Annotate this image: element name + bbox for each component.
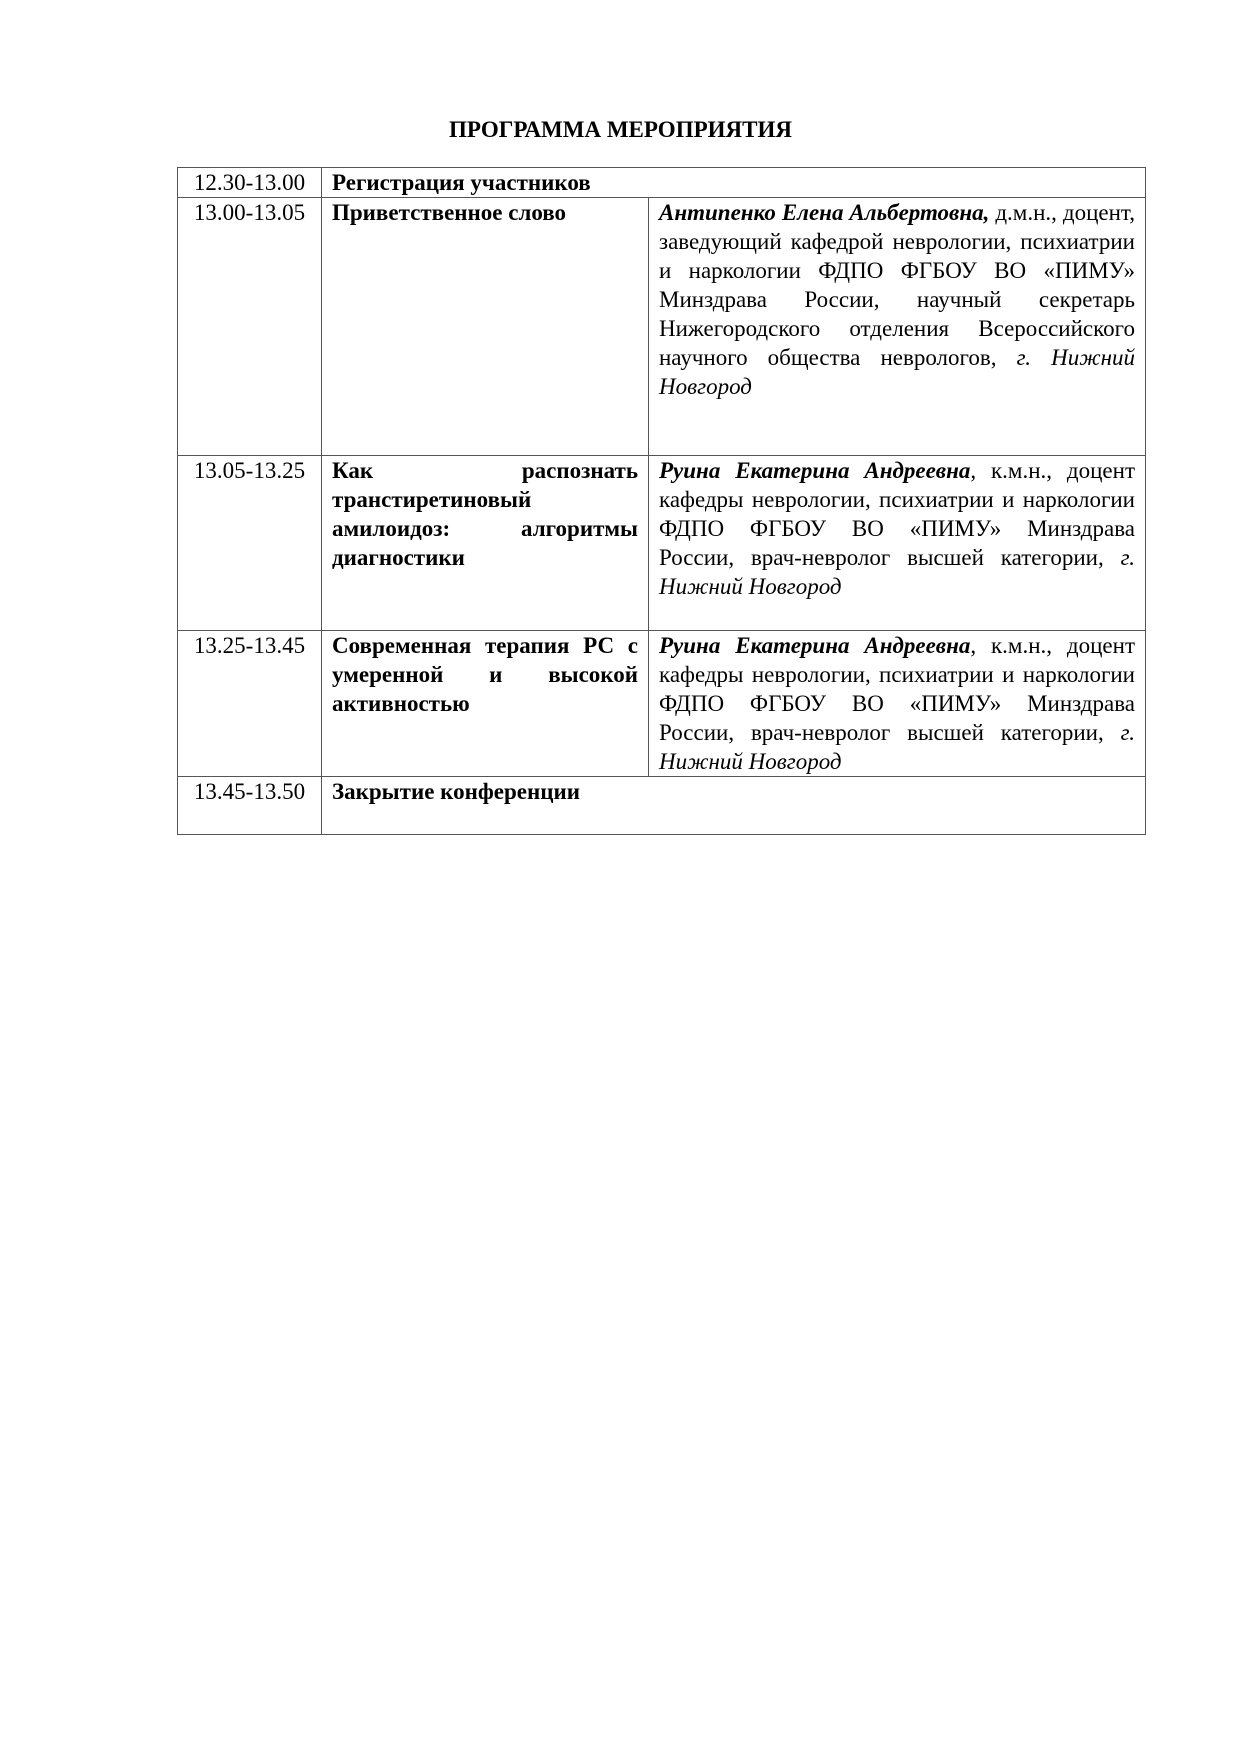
speaker-name: Руина Екатерина Андреевна	[659, 633, 971, 658]
table-row	[178, 631, 1146, 777]
time-cell: 13.45-13.50	[178, 777, 322, 835]
page-title: ПРОГРАММА МЕРОПРИЯТИЯ	[449, 117, 792, 142]
speaker-details: , к.м.н., доцент кафедры неврологии, психиатрии и наркологии ФДПО ФГБОУ ВО «ПИМУ» Минздрава России, врач-невролог высшей категории,	[659, 633, 1135, 745]
table-row	[178, 456, 1146, 631]
table-row	[178, 168, 1146, 198]
time-cell: 13.25-13.45	[178, 631, 322, 777]
speaker-details: д.м.н., доцент, заведующий кафедрой неврологии, психиатрии и наркологии ФДПО ФГБОУ ВО «ПИМУ» Минздрава России, научный секретарь Нижегородского отделения Всероссийского научного общества неврологов,	[659, 200, 1135, 370]
table-row	[178, 198, 1146, 456]
speaker-cell	[649, 631, 1146, 777]
topic-cell: Регистрация участников	[322, 168, 1146, 198]
speaker-cell	[649, 456, 1146, 631]
topic-cell: Как распознать транстиретиновый амилоидоз: алгоритмы диагностики	[322, 456, 649, 631]
speaker-city: г. Нижний Новгород	[659, 720, 1135, 774]
time-cell: 13.00-13.05	[178, 198, 322, 456]
speaker-name: Антипенко Елена Альбертовна,	[659, 200, 990, 225]
topic-cell: Современная терапия РС с умеренной и высокой активностью	[322, 631, 649, 777]
speaker-details: , к.м.н., доцент кафедры неврологии, психиатрии и наркологии ФДПО ФГБОУ ВО «ПИМУ» Минздрава России, врач-невролог высшей категории,	[659, 458, 1135, 570]
time-cell: 13.05-13.25	[178, 456, 322, 631]
speaker-city: г. Нижний Новгород	[659, 345, 1135, 399]
topic-cell: Закрытие конференции	[322, 777, 1146, 835]
topic-cell: Приветственное слово	[322, 198, 649, 456]
speaker-name: Руина Екатерина Андреевна	[659, 458, 971, 483]
program-table	[177, 167, 1146, 835]
time-cell: 12.30-13.00	[178, 168, 322, 198]
speaker-cell	[649, 198, 1146, 456]
speaker-city: г. Нижний Новгород	[659, 545, 1135, 599]
table-row	[178, 777, 1146, 835]
